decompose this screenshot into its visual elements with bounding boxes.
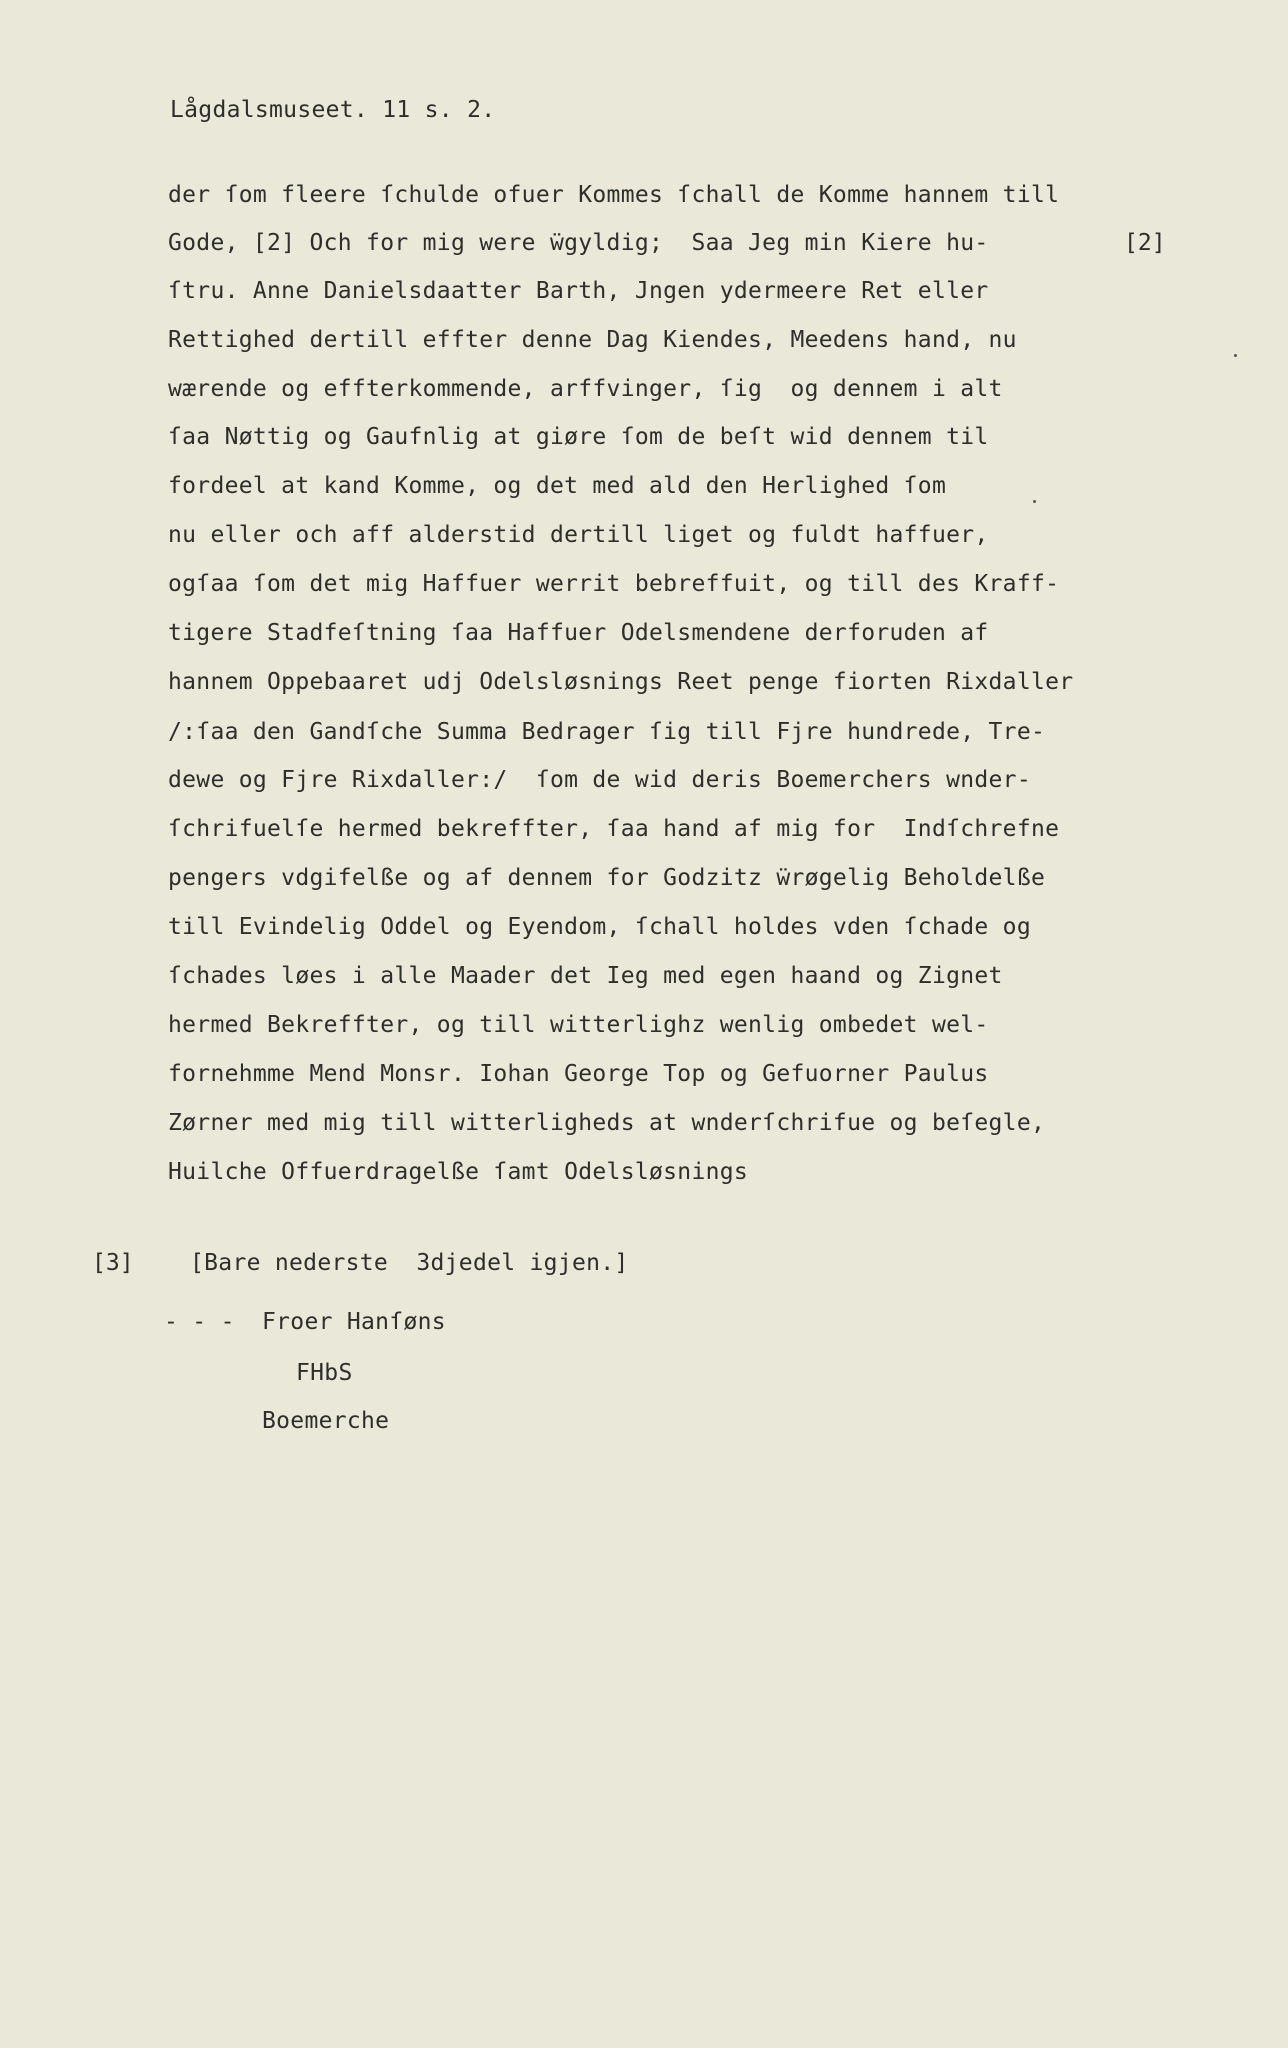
paper-speck [1234,354,1237,357]
body-line-5: wærende og effterkommende, arffvinger, ſig og dennem i alt [168,376,1003,402]
body-line-17: ſchades løes i alle Maader det Ieg med egen haand og Zignet [168,963,1003,989]
body-line-20: Zørner med mig till witterligheds at wnderſchrifue og beſegle, [168,1110,1046,1136]
body-line-10: tigere Stadfeſtning ſaa Haffuer Odelsmendene derforuden af [168,620,989,646]
body-line-4: Rettighed dertill effter denne Dag Kiendes, Meedens hand, nu [168,327,1017,353]
signature-label: Boemerche [262,1408,390,1434]
body-line-18: hermed Bekreffter, og till witterlighz wenlig ombedet wel- [168,1012,989,1038]
body-line-16: till Evindelig Oddel og Eyendom, ſchall holdes vden ſchade og [168,914,1031,940]
margin-note-left: [3] [92,1250,134,1276]
body-line-12: /:ſaa den Gandſche Summa Bedrager ſig till Fjre hundrede, Tre- [168,719,1046,745]
signature-name: Froer Hanſøns [262,1309,446,1335]
document-header: Lågdalsmuseet. 11 s. 2. [170,97,496,123]
body-line-8: nu eller och aff alderstid dertill liget og fuldt haffuer, [168,522,989,548]
body-line-14: ſchrifuelſe hermed bekreffter, ſaa hand af mig for Indſchrefne [168,816,1060,842]
body-line-3: ſtru. Anne Danielsdaatter Barth, Jngen ydermeere Ret eller [168,278,989,304]
body-line-6: ſaa Nøttig og Gaufnlig at giøre ſom de beſt wid dennem til [168,424,989,450]
body-line-13: dewe og Fjre Rixdaller:/ ſom de wid deris Boemerchers wnder- [168,767,1031,793]
margin-note-right: [2] [1124,230,1166,256]
body-line-11: hannem Oppebaaret udj Odelsløsnings Reet penge fiorten Rixdaller [168,669,1074,695]
body-line-7: fordeel at kand Komme, og det med ald den Herlighed ſom [168,473,947,499]
body-line-15: pengers vdgifelße og af dennem for Godzitz ẅrøgelig Beholdelße [168,865,1046,891]
body-line-9: ogſaa ſom det mig Haffuer werrit bebreffuit, og till des Kraff- [168,571,1060,597]
body-line-1: der ſom fleere ſchulde ofuer Kommes ſchall de Komme hannem till [168,182,1060,208]
body-line-21: Huilche Offuerdragelße ſamt Odelsløsnings [168,1159,749,1185]
signature-initials: FHbS [296,1360,353,1386]
body-line-2: Gode, [2] Och for mig were ẅgyldig; Saa Jeg min Kiere hu- [168,230,989,256]
bracket-note: [Bare nederste 3djedel igjen.] [190,1250,629,1276]
signature-dashes: - - - [164,1309,235,1335]
paper-speck [1033,500,1036,503]
body-line-19: fornehmme Mend Monsr. Iohan George Top og Gefuorner Paulus [168,1061,989,1087]
